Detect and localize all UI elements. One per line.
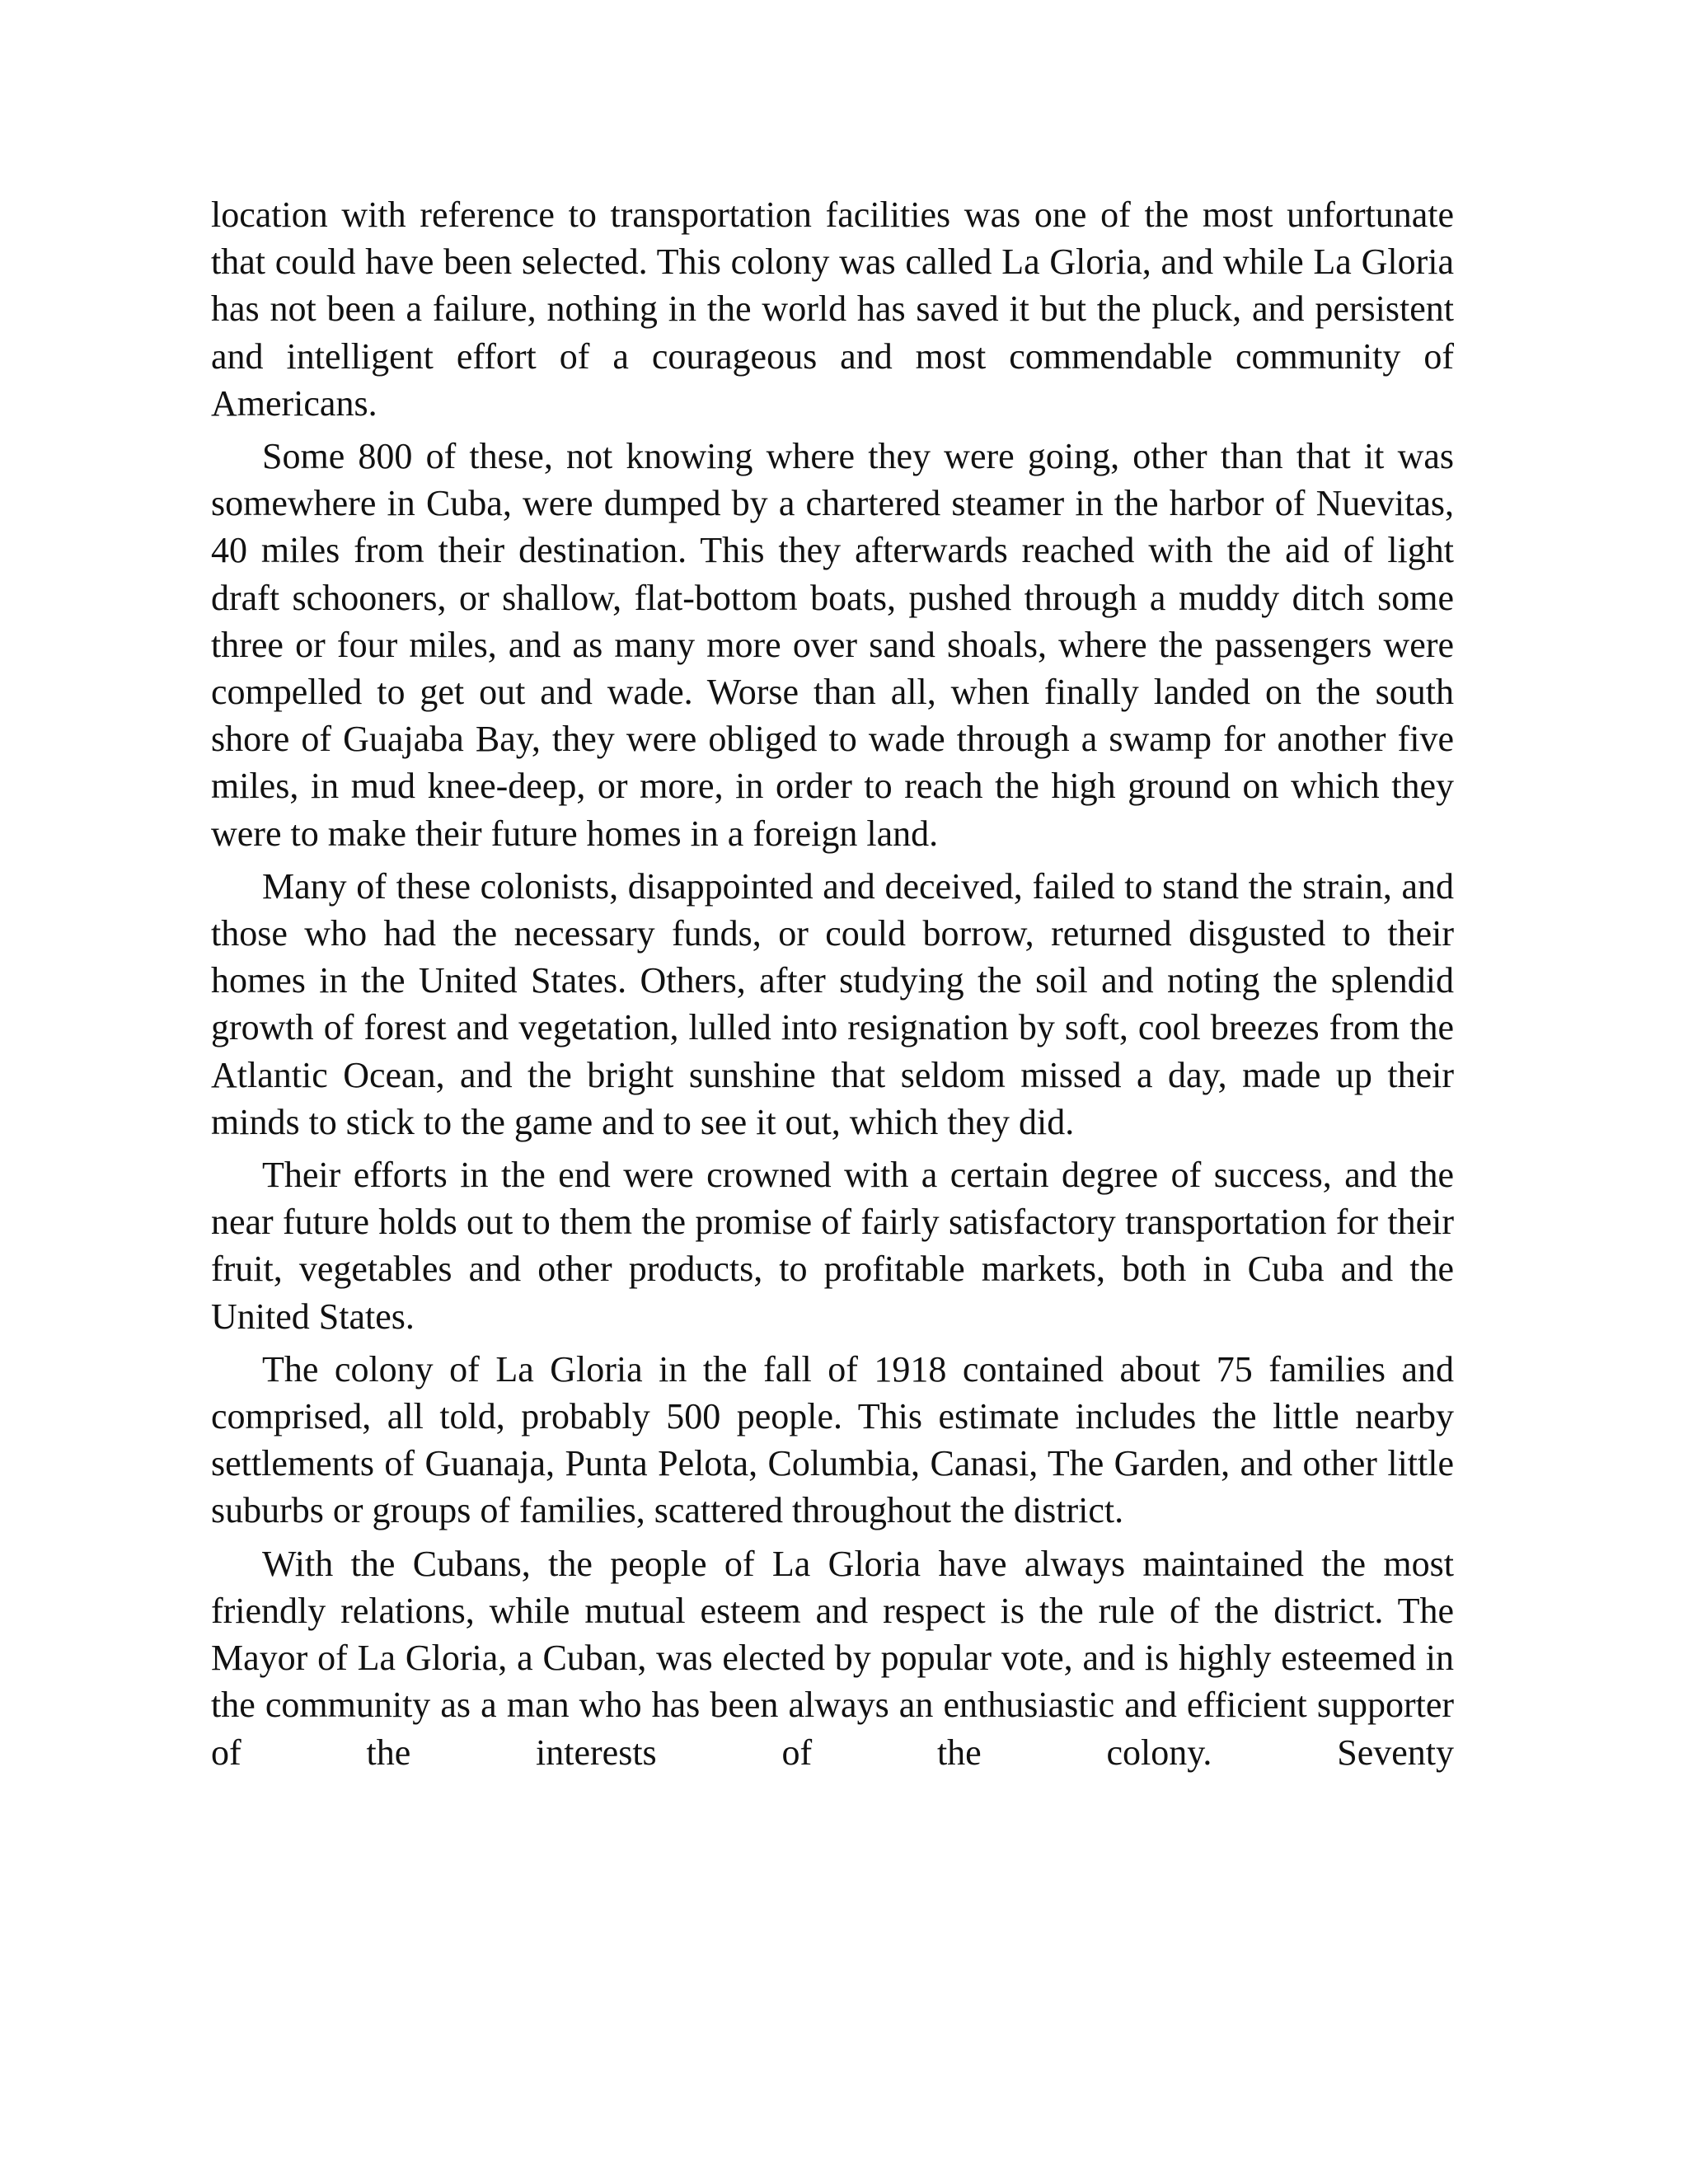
paragraph-cubans: With the Cubans, the people of La Gloria have always maintained the most friendly relations, while mutual esteem and respect is the rule of the district. The Mayor of La Gloria, a Cuban, was elected by popular vote, and is highly esteemed in the community as a man who has been always an enthusiastic and efficient supporter of the interests of the colony. Seventy (211, 1543, 1454, 1773)
paragraph-success: Their efforts in the end were crowned with a certain degree of success, and the near future holds out to them the promise of fairly satisfactory transportation for their fruit, vegetables and other products, to profitable markets, both in Cuba and the United States. (211, 1155, 1454, 1337)
paragraph-continued: location with reference to transportation facilities was one of the most unfortunate that could have been selected. This colony was called La Gloria, and while La Gloria has not been a failure, nothing in the world has saved it but the pluck, and persistent and intelligent effort of a courageous and most commendable community of Americans. (211, 194, 1454, 424)
paragraph-arrival: Some 800 of these, not knowing where they were going, other than that it was somewhere in Cuba, were dumped by a chartered steamer in the harbor of Nuevitas, 40 miles from their destination. This they afterwards reached with the aid of light draft schooners, or shallow, flat-bottom boats, pushed through a muddy ditch some three or four miles, and as many more over sand shoals, where the passengers were compelled to get out and wade. Worse than all, when finally landed on the south shore of Guajaba Bay, they were obliged to wade through a swamp for another five miles, in mud knee-deep, or more, in order to reach the high ground on which they were to make their future homes in a foreign land. (211, 436, 1454, 854)
page-body (211, 191, 1454, 1782)
paragraph-colonists: Many of these colonists, disappointed and deceived, failed to stand the strain, and those who had the necessary funds, or could borrow, returned disgusted to their homes in the United States. Others, after studying the soil and noting the splendid growth of forest and vegetation, lulled into resignation by soft, cool breezes from the Atlantic Ocean, and the bright sunshine that seldom missed a day, made up their minds to stick to the game and to see it out, which they did. (211, 865, 1454, 1142)
paragraph-population: The colony of La Gloria in the fall of 1918 contained about 75 families and comprised, all told, probably 500 people. This estimate includes the little nearby settlements of Guanaja, Punta Pelota, Columbia, Canasi, The Garden, and other little suburbs or groups of families, scattered throughout the district. (211, 1348, 1454, 1531)
